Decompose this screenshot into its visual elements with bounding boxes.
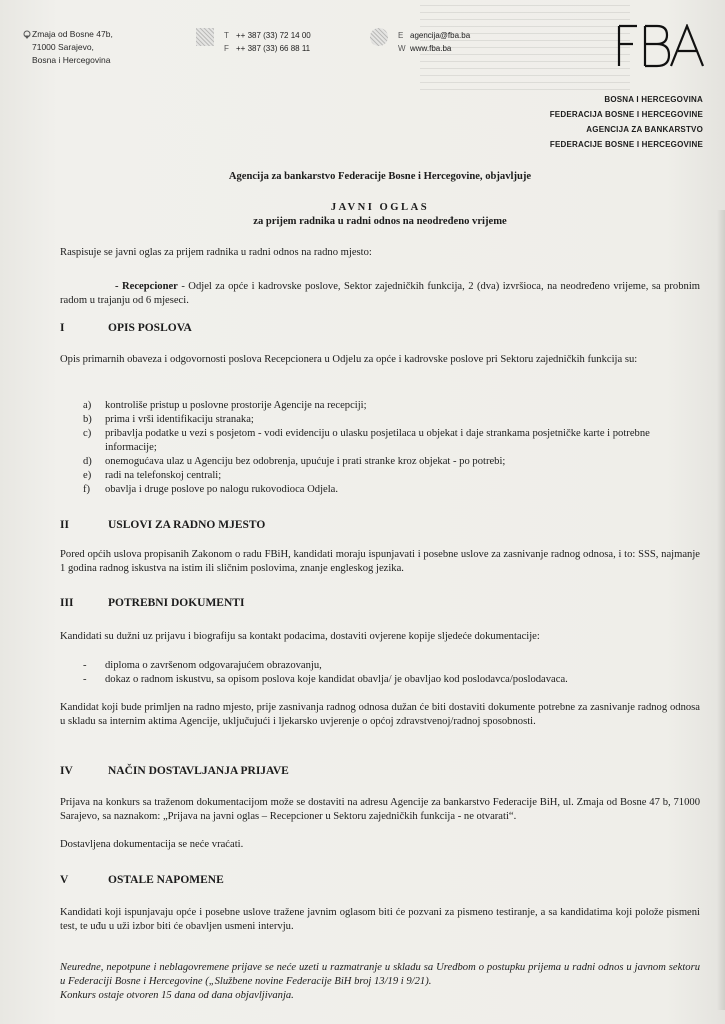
list-item-text: dokaz o radnom iskustvu, sa opisom poslova koje kandidat obavlja/ je obavljao kod poslodavca/poslodavaca. bbox=[105, 674, 568, 685]
section-heading bbox=[60, 596, 244, 610]
section-text: Kandidat koji bude primljen na radno mjesto, prije zasnivanja radnog odnosa dužan će biti dostaviti dokumente potrebne za zasnivanje radnog odnosa u skladu sa internim aktima Agencije, uključujući i ljekarsko uvjerenje o općoj zdravstvenoj/radnoj sposobnosti. bbox=[60, 702, 700, 727]
address-block bbox=[32, 28, 113, 67]
section-number: IV bbox=[60, 765, 73, 777]
announcement-title: JAVNI OGLAS bbox=[330, 202, 430, 213]
list-marker: - bbox=[83, 674, 87, 685]
footer-note: Konkurs ostaje otvoren 15 dana od dana objavljivanja. bbox=[60, 990, 294, 1001]
address-line: 71000 Sarajevo, bbox=[32, 42, 94, 52]
section-text: Dostavljena dokumentacija se neće vraćati. bbox=[60, 839, 244, 850]
fax-label: F bbox=[224, 44, 229, 53]
section-text: Kandidati su dužni uz prijavu i biografiju sa kontakt podacima, dostaviti ovjerene kopije sljedeće dokumentacije: bbox=[60, 631, 540, 642]
list-marker: c) bbox=[83, 428, 92, 439]
section-number: III bbox=[60, 597, 74, 609]
documents-list bbox=[60, 659, 700, 687]
section-text: Kandidati koji ispunjavaju opće i posebne uslove tražene javnim oglasom biti će pozvani za pismeno testiranje, a sa kandidatima koji polože pismeni test, te uđu u uži izbor biti će obavljen usmeni intervju. bbox=[60, 907, 700, 932]
section-title: OPIS POSLOVA bbox=[108, 322, 192, 334]
contact-block bbox=[398, 29, 470, 55]
section-heading bbox=[60, 321, 192, 335]
list-marker: e) bbox=[83, 470, 92, 481]
list-item bbox=[60, 427, 700, 455]
list-item-text: prima i vrši identifikaciju stranaka; bbox=[105, 414, 254, 425]
section-title: NAČIN DOSTAVLJANJA PRIJAVE bbox=[108, 765, 289, 777]
phone-block bbox=[224, 29, 311, 55]
position-name: - Recepcioner bbox=[115, 281, 178, 292]
organization-block bbox=[550, 92, 703, 152]
phone-number: ++ 387 (33) 72 14 00 bbox=[236, 31, 311, 40]
web-label: W bbox=[398, 44, 406, 53]
org-line: FEDERACIJE BOSNE I HERCEGOVINE bbox=[549, 140, 703, 149]
list-marker: f) bbox=[83, 484, 91, 495]
list-marker: b) bbox=[83, 414, 92, 425]
list-marker: a) bbox=[83, 400, 92, 411]
section-heading bbox=[60, 764, 289, 778]
position-text bbox=[60, 280, 700, 308]
section-text: Prijava na konkurs sa traženom dokumentacijom može se dostaviti na adresu Agencije za bankarstvo Federacije BiH, ul. Zmaja od Bosne 47 b, 71000 Sarajevo, sa naznakom: „Prijava na javni oglas – Recepcioner u Sektoru zajedničkih funkcija - ne otvarati“. bbox=[60, 797, 700, 822]
letterhead bbox=[0, 0, 725, 90]
list-item bbox=[60, 413, 700, 427]
email-label: E bbox=[398, 31, 404, 40]
section-number: V bbox=[60, 874, 69, 886]
list-marker: - bbox=[83, 660, 87, 671]
announcement-subtitle: za prijem radnika u radni odnos na neodređeno vrijeme bbox=[253, 216, 507, 227]
list-item-text: diploma o završenom odgovarajućem obrazovanju, bbox=[105, 660, 322, 671]
section-title: USLOVI ZA RADNO MJESTO bbox=[108, 519, 266, 531]
list-item-text: radi na telefonskoj centrali; bbox=[105, 470, 222, 481]
fax-number: ++ 387 (33) 66 88 11 bbox=[236, 44, 311, 53]
address-line: Zmaja od Bosne 47b, bbox=[32, 29, 113, 39]
section-title: POTREBNI DOKUMENTI bbox=[108, 597, 245, 609]
list-item bbox=[60, 469, 700, 483]
announcement-heading: Agencija za bankarstvo Federacije Bosne i Hercegovine, objavljuje bbox=[228, 171, 532, 182]
list-marker: d) bbox=[83, 456, 92, 467]
list-item bbox=[60, 659, 700, 673]
location-icon bbox=[22, 30, 32, 40]
footer-note: Neuredne, nepotpune i neblagovremene prijave se neće uzeti u razmatranje u skladu sa Uredbom o postupku prijema u radni odnos u javnom sektoru u Federaciji Bosne i Hercegovine („Službene novine Federacije BiH broj 13/19 i 9/21). bbox=[60, 962, 700, 987]
list-item bbox=[60, 483, 700, 497]
list-item bbox=[60, 455, 700, 469]
list-item bbox=[60, 399, 700, 413]
page-edge-shadow bbox=[717, 210, 725, 1010]
section-heading bbox=[60, 873, 224, 887]
section-number: II bbox=[60, 519, 69, 531]
list-item-text: pribavlja podatke u vezi s posjetom - vodi evidenciju o ulasku posjetilaca u objekat i daje strankama posjetničke karte i potrebne informacije; bbox=[105, 428, 650, 453]
org-line: FEDERACIJA BOSNE I HERCEGOVINE bbox=[549, 110, 703, 119]
section-text: Opis primarnih obaveza i odgovornosti poslova Recepcionera u Odjelu za opće i kadrovske poslove pri Sektoru zajedničkih funkcija su: bbox=[60, 354, 638, 365]
section-title: OSTALE NAPOMENE bbox=[108, 874, 224, 886]
list-item-text: kontroliše pristup u poslovne prostorije Agencije na recepciji; bbox=[105, 400, 367, 411]
address-line: Bosna i Hercegovina bbox=[32, 55, 111, 65]
section-text: Pored općih uslova propisanih Zakonom o radu FBiH, kandidati moraju ispunjavati i posebne uslove za zasnivanje radnog odnosa, i to: SSS, najmanje 1 godina radnog iskustva na istim ili sličnim poslovima, znanje engleskog jezika. bbox=[60, 549, 700, 574]
section-heading bbox=[60, 518, 265, 532]
fba-logo bbox=[617, 24, 709, 68]
org-line: BOSNA I HERCEGOVINA bbox=[604, 95, 703, 104]
org-line: AGENCIJA ZA BANKARSTVO bbox=[586, 125, 703, 134]
section-number: I bbox=[60, 322, 65, 334]
duties-list bbox=[60, 399, 700, 497]
phone-label: T bbox=[224, 31, 229, 40]
position-description: - Odjel za opće i kadrovske poslove, Sektor zajedničkih funkcija, 2 (dva) izvršioca, na neodređeno vrijeme, sa probnim radom u trajanju od 6 mjeseci. bbox=[60, 281, 701, 306]
list-item-text: obavlja i druge poslove po nalogu rukovodioca Odjela. bbox=[105, 484, 339, 495]
list-item bbox=[60, 673, 700, 687]
email-address: agencija@fba.ba bbox=[410, 31, 471, 40]
phone-icon bbox=[196, 28, 214, 46]
website: www.fba.ba bbox=[410, 44, 452, 53]
intro-text: Raspisuje se javni oglas za prijem radnika u radni odnos na radno mjesto: bbox=[60, 247, 372, 258]
list-item-text: onemogućava ulaz u Agenciju bez odobrenja, upućuje i prati stranke kroz objekat - po potrebi; bbox=[105, 456, 506, 467]
globe-icon bbox=[370, 28, 388, 46]
